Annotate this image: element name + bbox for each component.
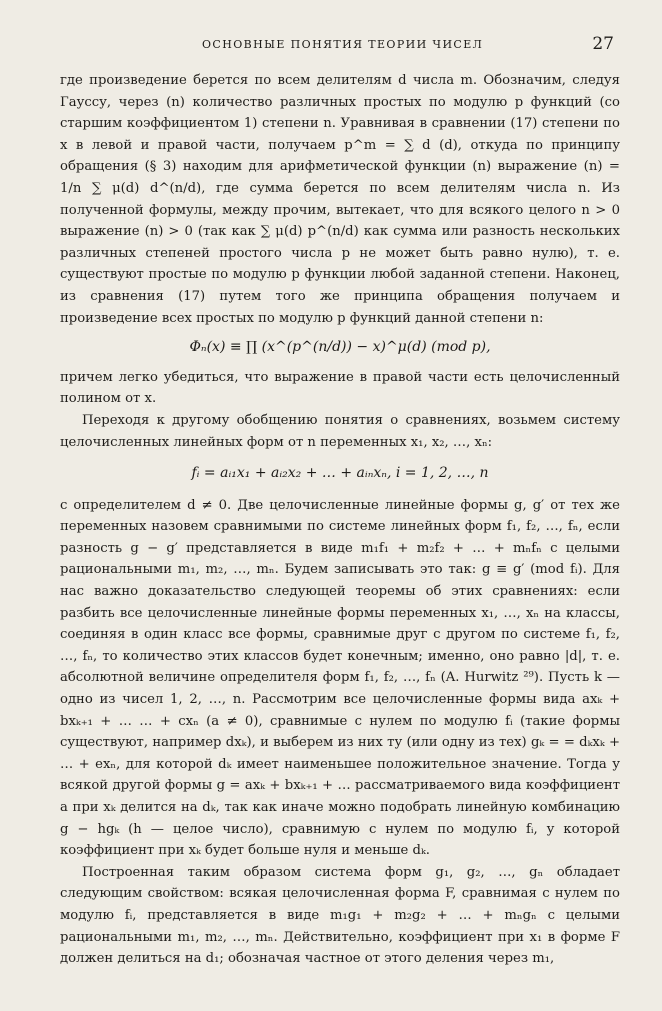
paragraph-3: Переходя к другому обобщению понятия о сравнениях, возьмем систему целочисленных линейных форм от n переменных x₁, x₂, …, xₙ: [60,412,620,450]
formula-linear-forms: fᵢ = aᵢ₁x₁ + aᵢ₂x₂ + … + aᵢₙxₙ, i = 1, 2, …, n [191,465,489,482]
paragraph-2: причем легко убедиться, что выражение в правой части есть целочисленный полином от x. [60,369,620,407]
running-head: ОСНОВНЫЕ ПОНЯТИЯ ТЕОРИИ ЧИСЕЛ [202,38,484,51]
paragraph-5: Построенная таким образом система форм g₁, g₂, …, gₙ обладает следующим свойством: всякая целочисленная форма F, сравнимая с нулем по модулю fᵢ, представляется в виде m₁g₁ + m₂g₂ + … + mₙgₙ с целыми рациональными m₁, m₂, …, mₙ. Действительно, коэффициент при x₁ в форме F должен делиться на d₁; обозначая частное от этого деления через m₁, [60,864,620,967]
paragraph-4: с определителем d ≠ 0. Две целочисленные линейные формы g, g′ от тех же переменных назовем сравнимыми по системе линейных форм f₁, f₂, …, fₙ, если разность g − g′ представляется в виде m₁f₁ + m₂f₂ + … + mₙfₙ с целыми рациональными m₁, m₂, …, mₙ. Будем записывать это так: g ≡ g′ (mod fᵢ). Для нас важно доказательство следующей теоремы об этих сравнениях: если разбить все целочисленные линейные формы переменных x₁, …, xₙ на классы, соединяя в один класс все формы, сравнимые друг с другом по системе f₁, f₂, …, fₙ, то количество этих классов будет конечным; именно, оно равно |d|, т. е. абсолютной величине определителя форм f₁, f₂, …, fₙ (A. Hurwitz ²⁹). Пусть k — одно из чисел 1, 2, …, n. Рассмотрим все целочисленные формы вида axₖ + bxₖ₊₁ + … … + cxₙ (a ≠ 0), сравнимые с нулем по модулю fᵢ (такие формы существуют, например dxₖ), и выберем из них ту (или одну из тех) gₖ = = dₖxₖ + … + exₙ, для которой dₖ имеет наименьшее положительное значение. Тогда у всякой другой формы g = axₖ + bxₖ₊₁ + … рассматриваемого вида коэффициент a при xₖ делится на dₖ, так как иначе можно подобрать линейную комбинацию g − hgₖ (h — целое число), сравнимую с нулем по модулю fᵢ, у которой коэффициент при xₖ будет больше нуля и меньше dₖ. [60,497,620,859]
page-body [60,70,620,970]
page-number: 27 [592,34,614,54]
paragraph-1: где произведение берется по всем делителям d числа m. Обозначим, следуя Гауссу, через (n) количество различных простых по модулю p функций (со старшим коэффициентом 1) степени n. Уравнивая в сравнении (17) степени по x в левой и правой части, получаем p^m = ∑ d (d), откуда по принципу обращения (§ 3) находим для арифметической функции (n) выражение (n) = 1/n ∑ μ(d) d^(n/d), где сумма берется по всем делителям числа n. Из полученной формулы, между прочим, вытекает, что для всякого целого n > 0 выражение (n) > 0 (так как ∑ μ(d) p^(n/d) как сумма или разность нескольких различных степеней простого числа p не может быть равно нулю), т. е. существуют простые по модулю p функции любой заданной степени. Наконец, из сравнения (17) путем того же принципа обращения получаем и произведение всех простых по модулю p функций данной степени n: [60,73,620,326]
formula-product: Φₙ(x) ≡ ∏ (x^(p^(n/d)) − x)^μ(d) (mod p), [189,339,491,356]
